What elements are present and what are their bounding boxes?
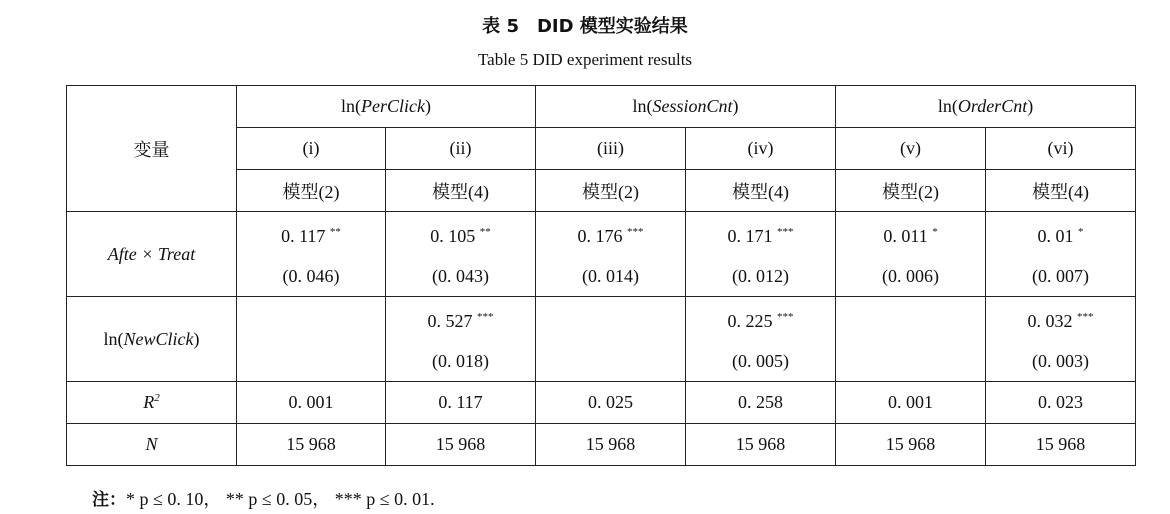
significance-stars: *** [777,226,794,238]
header-row-groups [67,86,1136,128]
column-header: (i) [237,128,386,170]
group-header: ln(PerClick) [237,86,536,128]
row-label: ln(NewClick) [67,297,237,382]
variable-name: OrderCnt [957,96,1028,116]
value-cell: 15 968 [986,424,1136,466]
coef-cell [536,297,686,382]
coef-cell [386,297,536,382]
column-header: (ii) [386,128,536,170]
r2-label: R [143,392,155,412]
value-cell: 0. 117 [386,382,536,424]
standard-error: (0. 046) [282,266,340,286]
value-cell: 0. 001 [237,382,386,424]
model-header: 模型(4) [686,170,836,212]
significance-stars: *** [477,311,494,323]
standard-error: (0. 043) [432,266,489,286]
row-newclick [67,297,1136,382]
group-header: ln(OrderCnt) [836,86,1136,128]
coefficient: 0. 032 *** [1027,311,1094,331]
coefficient: 0. 171 *** [727,226,794,246]
value-cell: 15 968 [686,424,836,466]
significance-stars: *** [1077,311,1094,323]
row-after-treat [67,212,1136,297]
row-label [67,382,237,424]
standard-error: (0. 012) [732,266,790,286]
value-cell: 0. 258 [686,382,836,424]
table-title-chinese: 表 5 DID 模型实验结果 [482,16,688,37]
variable-name: SessionCnt [652,96,733,116]
standard-error: (0. 007) [1032,266,1090,286]
model-header: 模型(4) [386,170,536,212]
model-header: 模型(2) [836,170,986,212]
footnote-label: 注： [92,490,126,510]
r2-superscript: 2 [154,392,160,404]
footnote-text: * p ≤ 0. 10， ** p ≤ 0. 05， *** p ≤ 0. 01. [126,489,435,509]
column-header: (v) [836,128,986,170]
model-header: 模型(4) [986,170,1136,212]
coef-cell [986,297,1136,382]
row-r-squared [67,382,1136,424]
coef-cell [686,297,836,382]
row-n [67,424,1136,466]
standard-error: (0. 005) [732,351,790,371]
value-cell: 0. 025 [536,382,686,424]
coef-cell [686,212,836,297]
coef-cell [237,297,386,382]
value-cell: 0. 001 [836,382,986,424]
coefficient: 0. 176 *** [577,226,644,246]
significance-stars: *** [627,226,644,238]
value-cell: 15 968 [536,424,686,466]
coef-cell [836,212,986,297]
coefficient: 0. 527 *** [427,311,494,331]
coefficient: 0. 011 * [883,226,938,246]
coef-cell [986,212,1136,297]
coef-cell [836,297,986,382]
significance-stars: * [1078,226,1084,238]
model-header: 模型(2) [536,170,686,212]
model-header: 模型(2) [237,170,386,212]
significance-stars: *** [777,311,794,323]
significance-stars: * [932,226,938,238]
variable-name: PerClick [361,96,425,116]
did-results-table [66,85,1136,466]
significance-stars: ** [479,226,491,238]
column-header: (vi) [986,128,1136,170]
coef-cell [237,212,386,297]
standard-error: (0. 006) [882,266,940,286]
variable-name: NewClick [123,328,194,349]
significance-stars: ** [329,226,341,238]
coef-cell [536,212,686,297]
coefficient: 0. 117 ** [281,226,341,246]
coefficient: 0. 225 *** [727,311,794,331]
standard-error: (0. 003) [1032,351,1090,371]
table-footnote [92,485,435,511]
standard-error: (0. 014) [582,266,640,286]
column-header: (iii) [536,128,686,170]
coef-cell [386,212,536,297]
standard-error: (0. 018) [432,351,489,371]
row-label: N [67,424,237,466]
value-cell: 15 968 [836,424,986,466]
variable-header: 变量 [67,86,237,212]
coefficient: 0. 105 ** [430,226,491,246]
value-cell: 15 968 [386,424,536,466]
table-title-english: Table 5 DID experiment results [477,50,693,69]
value-cell: 0. 023 [986,382,1136,424]
value-cell: 15 968 [237,424,386,466]
coefficient: 0. 01 * [1037,226,1084,246]
row-label: Afte × Treat [67,212,237,297]
column-header: (iv) [686,128,836,170]
group-header: ln(SessionCnt) [536,86,836,128]
